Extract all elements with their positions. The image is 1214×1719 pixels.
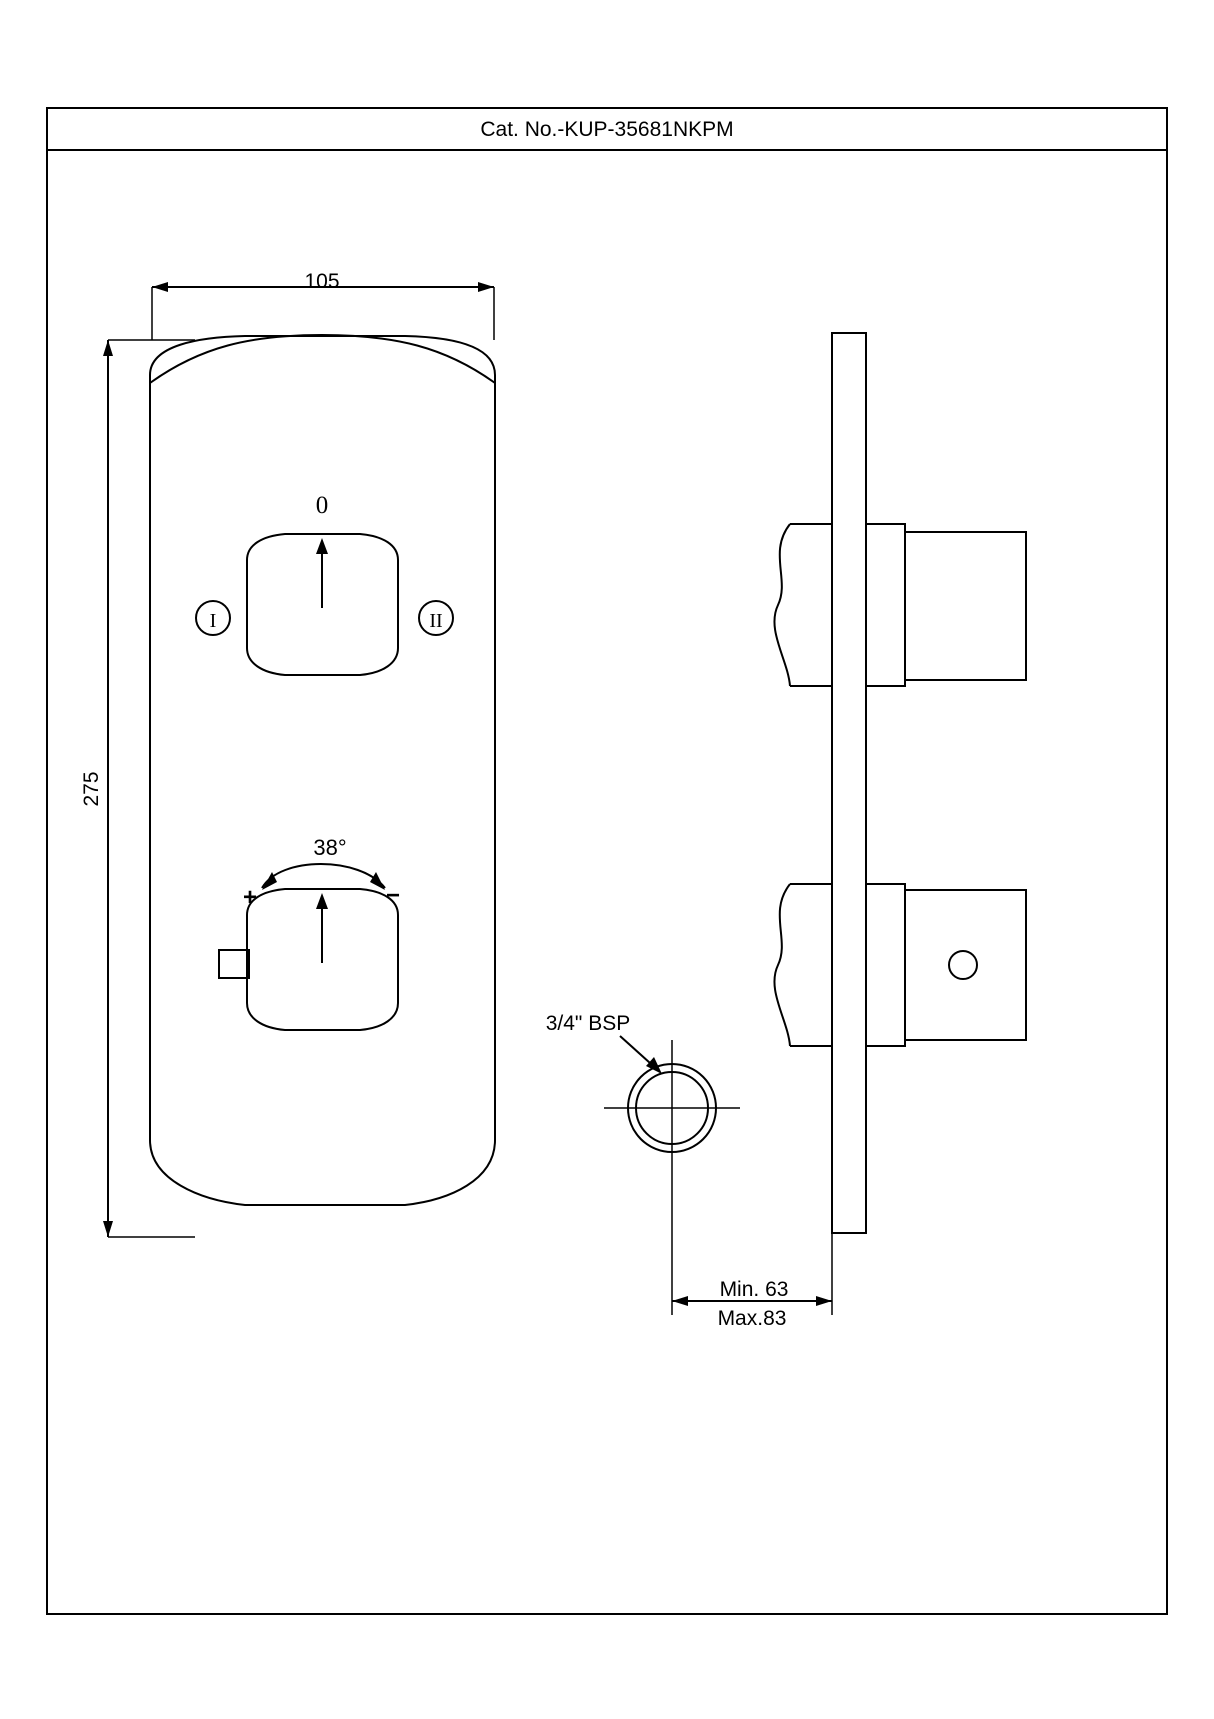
- upper-handle-arrow-head: [316, 538, 328, 554]
- height-dim-arrow-bottom: [103, 1221, 113, 1237]
- depth-dim-arrow-right: [816, 1296, 832, 1306]
- port-i-label: I: [209, 610, 217, 632]
- faceplate-top-arc: [150, 335, 495, 383]
- temperature-arc-arrow-right: [370, 872, 385, 890]
- sheet-border: [47, 108, 1167, 1614]
- depth-min-label: Min. 63: [719, 1278, 789, 1301]
- minus-label: −: [385, 882, 401, 909]
- temperature-label: 38°: [313, 835, 347, 860]
- bsp-inlet-label: 3/4" BSP: [545, 1012, 631, 1035]
- width-dimension-label: 105: [304, 270, 340, 293]
- height-dimension-label: 275: [80, 771, 103, 807]
- faceplate-outline: [150, 336, 495, 1205]
- catalog-number-label: Cat. No.-KUP-35681NKPM: [480, 118, 734, 141]
- side-faceplate: [832, 333, 866, 1233]
- upper-handle-zero-label: 0: [315, 492, 329, 519]
- port-ii-label: II: [429, 610, 443, 632]
- height-dim-arrow-top: [103, 340, 113, 356]
- lower-handle-tab: [219, 950, 249, 978]
- lower-handle-screw-hole: [949, 951, 977, 979]
- upper-handle-profile: [866, 524, 1026, 686]
- depth-dim-arrow-left: [672, 1296, 688, 1306]
- temperature-arc: [262, 864, 385, 888]
- lower-handle-profile: [866, 884, 1026, 1046]
- lower-handle-arrow-head: [316, 893, 328, 909]
- width-dim-arrow-left: [152, 282, 168, 292]
- lower-break-line: [774, 884, 790, 1046]
- depth-max-label: Max.83: [717, 1307, 787, 1330]
- width-dim-arrow-right: [478, 282, 494, 292]
- upper-break-line: [774, 524, 790, 686]
- plus-label: +: [242, 884, 258, 911]
